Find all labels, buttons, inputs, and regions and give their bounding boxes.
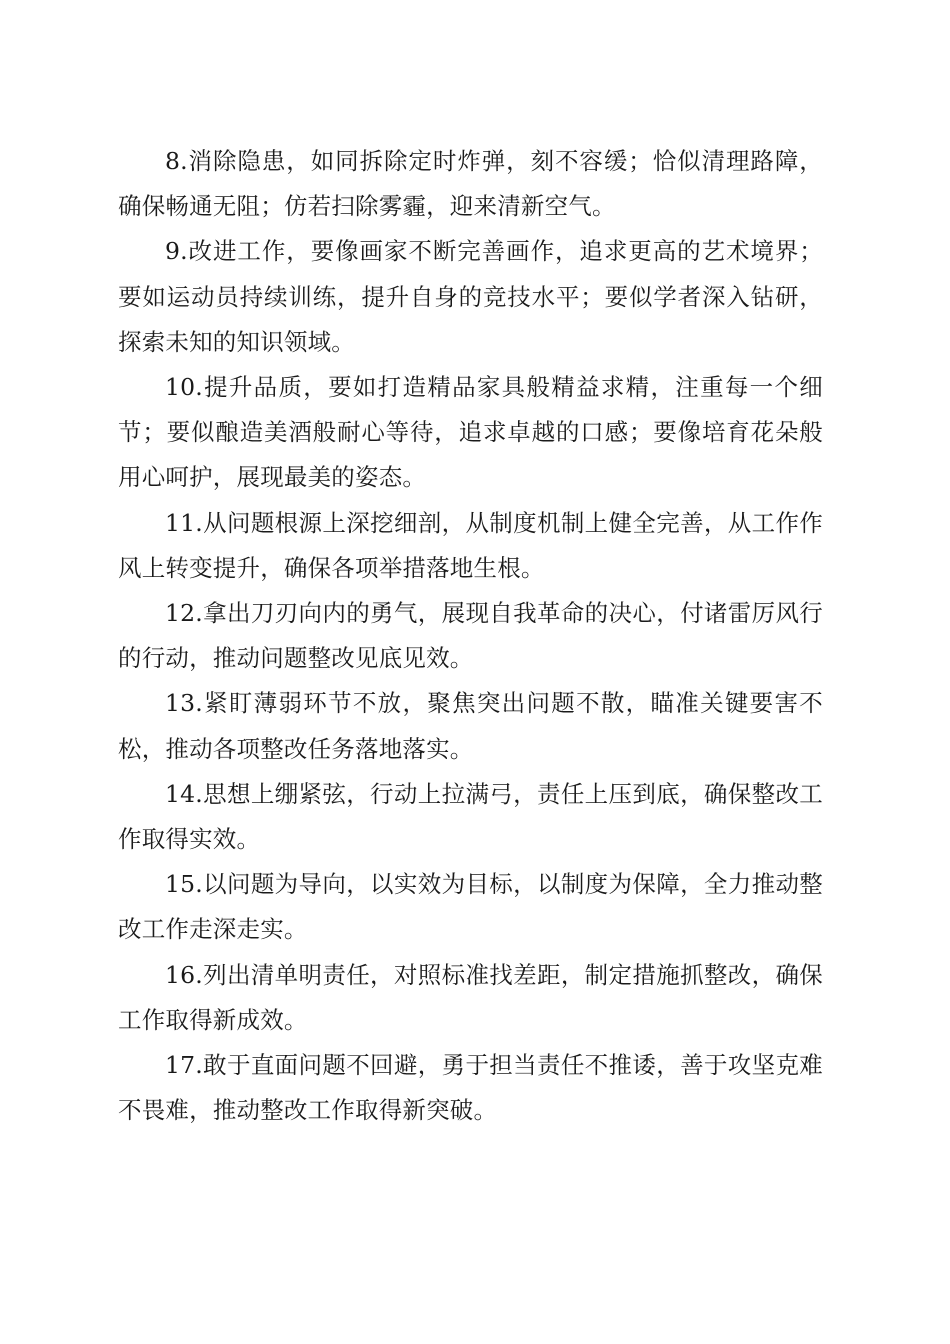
paragraph-14: 14.思想上绷紧弦，行动上拉满弓，责任上压到底，确保整改工作取得实效。 <box>118 779 823 854</box>
paragraph-12: 12.拿出刀刃向内的勇气，展现自我革命的决心，付诸雷厉风行的行动，推动问题整改见底见效。 <box>118 599 823 673</box>
paragraph-16: 16.列出清单明责任，对照标准找差距，制定措施抓整改，确保工作取得新成效。 <box>118 960 823 1034</box>
document-body <box>118 139 823 1133</box>
paragraph-11: 11.从问题根源上深挖细剖，从制度机制上健全完善，从工作作风上转变提升，确保各项举措落地生根。 <box>118 508 823 582</box>
paragraph-17: 17.敢于直面问题不回避，勇于担当责任不推诿，善于攻坚克难不畏难，推动整改工作取得新突破。 <box>118 1051 823 1125</box>
paragraph-10: 10.提升品质，要如打造精品家具般精益求精，注重每一个细节；要似酿造美酒般耐心等待，追求卓越的口感；要像培育花朵般用心呵护，展现最美的姿态。 <box>118 373 823 492</box>
paragraph-13: 13.紧盯薄弱环节不放，聚焦突出问题不散，瞄准关键要害不松，推动各项整改任务落地落实。 <box>118 689 823 763</box>
paragraph-9: 9.改进工作，要像画家不断完善画作，追求更高的艺术境界；要如运动员持续训练，提升自身的竞技水平；要似学者深入钻研，探索未知的知识领域。 <box>118 237 823 356</box>
paragraph-8: 8.消除隐患，如同拆除定时炸弹，刻不容缓；恰似清理路障，确保畅通无阻；仿若扫除雾霾，迎来清新空气。 <box>118 147 823 221</box>
paragraph-15: 15.以问题为导向，以实效为目标，以制度为保障，全力推动整改工作走深走实。 <box>118 870 823 944</box>
